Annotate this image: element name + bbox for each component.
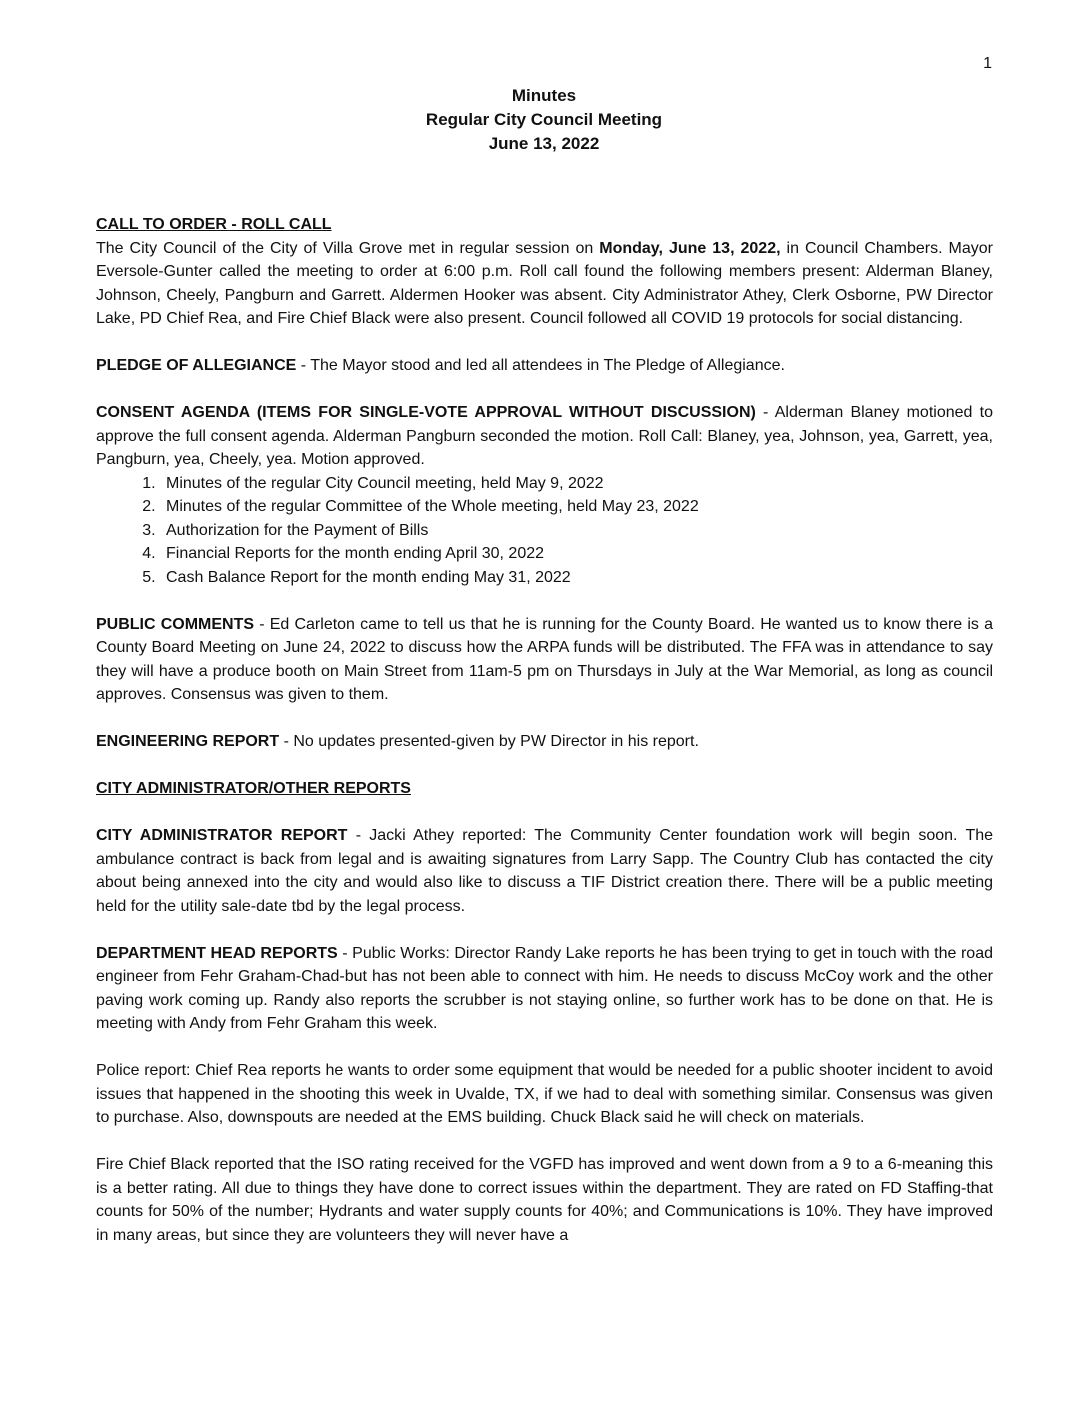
page-number: 1 [983,55,992,72]
pledge-text: - The Mayor stood and led all attendees in The Pledge of Allegiance. [296,357,785,374]
minutes-body [96,213,993,1247]
consent-agenda-text: - Alderman Blaney motioned to approve the full consent agenda. Alderman Pangburn seconded the motion. Roll Call: Blaney, yea, Johnson, yea, Garrett, yea, Pangburn, yea, Cheely, yea. Motion approved. [96,404,994,468]
public-comments-section [96,613,993,707]
list-item: 4. Financial Reports for the month ending April 30, 2022 [160,542,993,566]
call-to-order-text-b: in Council Chambers. Mayor Eversole-Gunter called the meeting to order at 6:00 p.m. Roll call found the following members present: Alderman Blaney, Johnson, Cheely, Pangburn and Garrett. Aldermen Hooker was absent. City Administrator Athey, Clerk Osborne, PW Director Lake, PD Chief Rea, and Fire Chief Black were also present. Council followed all COVID 19 protocols for social distancing. [96,239,994,327]
fire-report-paragraph: Fire Chief Black reported that the ISO rating received for the VGFD has improved and went down from a 9 to a 6-meaning this is a better rating. All due to things they have done to correct issues within the department. They are rated on FD Staffing-that counts for 50% of the number; Hydrants and water supply counts for 40%; and Communications is 10%. They have improved in many areas, but since they are volunteers they will never have a [96,1156,993,1244]
admin-report-heading: CITY ADMINISTRATOR REPORT [96,827,348,844]
consent-agenda-section [96,401,993,472]
title-meeting-type: Regular City Council Meeting [425,110,663,129]
list-item: 3. Authorization for the Payment of Bills [160,519,993,543]
admin-report-section [96,824,993,918]
engineering-text: - No updates presented-given by PW Director in his report. [279,733,699,750]
reports-section-title-block [96,777,993,801]
call-to-order-section [96,213,993,331]
pledge-section [96,354,993,378]
admin-report-text: - Jacki Athey reported: The Community Center foundation work will begin soon. The ambulance contract is back from legal and is awaiting signatures from Larry Sapp. The Country Club has contacted the city about being annexed into the city and would also like to discuss a TIF District creation there. There will be a public meeting held for the utility sale-date tbd by the legal process. [96,827,994,915]
list-item: 1. Minutes of the regular City Council meeting, held May 9, 2022 [160,472,993,496]
engineering-heading: ENGINEERING REPORT [96,733,280,750]
dept-reports-heading: DEPARTMENT HEAD REPORTS [96,944,338,962]
list-item: 2. Minutes of the regular Committee of the Whole meeting, held May 23, 2022 [160,495,993,519]
consent-agenda-heading: CONSENT AGENDA (ITEMS FOR SINGLE-VOTE APPROVAL WITHOUT DISCUSSION) [96,404,756,421]
public-comments-heading: PUBLIC COMMENTS [96,615,255,633]
title-minutes: Minutes [511,86,577,105]
document-title-block [0,84,1088,156]
consent-agenda-list [96,472,993,590]
call-to-order-heading: CALL TO ORDER - ROLL CALL [96,216,332,233]
pledge-heading: PLEDGE OF ALLEGIANCE [96,357,297,374]
public-comments-text: - Ed Carleton came to tell us that he is running for the County Board. He wanted us to know there is a County Board Meeting on June 24, 2022 to discuss how the ARPA funds will be distributed. The FFA was in attendance to say they will have a produce booth on Main Street from 11am-5 pm on Thursdays in July at the War Memorial, as long as council approves. Consensus was given to them. [96,615,993,703]
title-meeting-date: June 13, 2022 [488,134,600,153]
list-item: 5. Cash Balance Report for the month ending May 31, 2022 [160,566,993,590]
dept-reports-section [96,942,993,1036]
call-to-order-date: Monday, June 13, 2022, [599,239,781,257]
engineering-section [96,730,993,754]
call-to-order-text-a: The City Council of the City of Villa Grove met in regular session on [96,239,600,257]
dept-reports-text: - Public Works: Director Randy Lake reports he has been trying to get in touch with the road engineer from Fehr Graham-Chad-but has not been able to connect with him. He needs to discuss McCoy work and the other paving work coming up. Randy also reports the scrubber is not staying online, so further work has to be done on that. He is meeting with Andy from Fehr Graham this week. [96,944,993,1032]
reports-section-title: CITY ADMINISTRATOR/OTHER REPORTS [96,780,411,797]
police-report-paragraph: Police report: Chief Rea reports he wants to order some equipment that would be needed for a public shooter incident to avoid issues that happened in the shooting this week in Uvalde, TX, if we had to deal with something similar. Consensus was given to purchase. Also, downspouts are needed at the EMS building. Chuck Black said he will check on materials. [96,1062,993,1126]
